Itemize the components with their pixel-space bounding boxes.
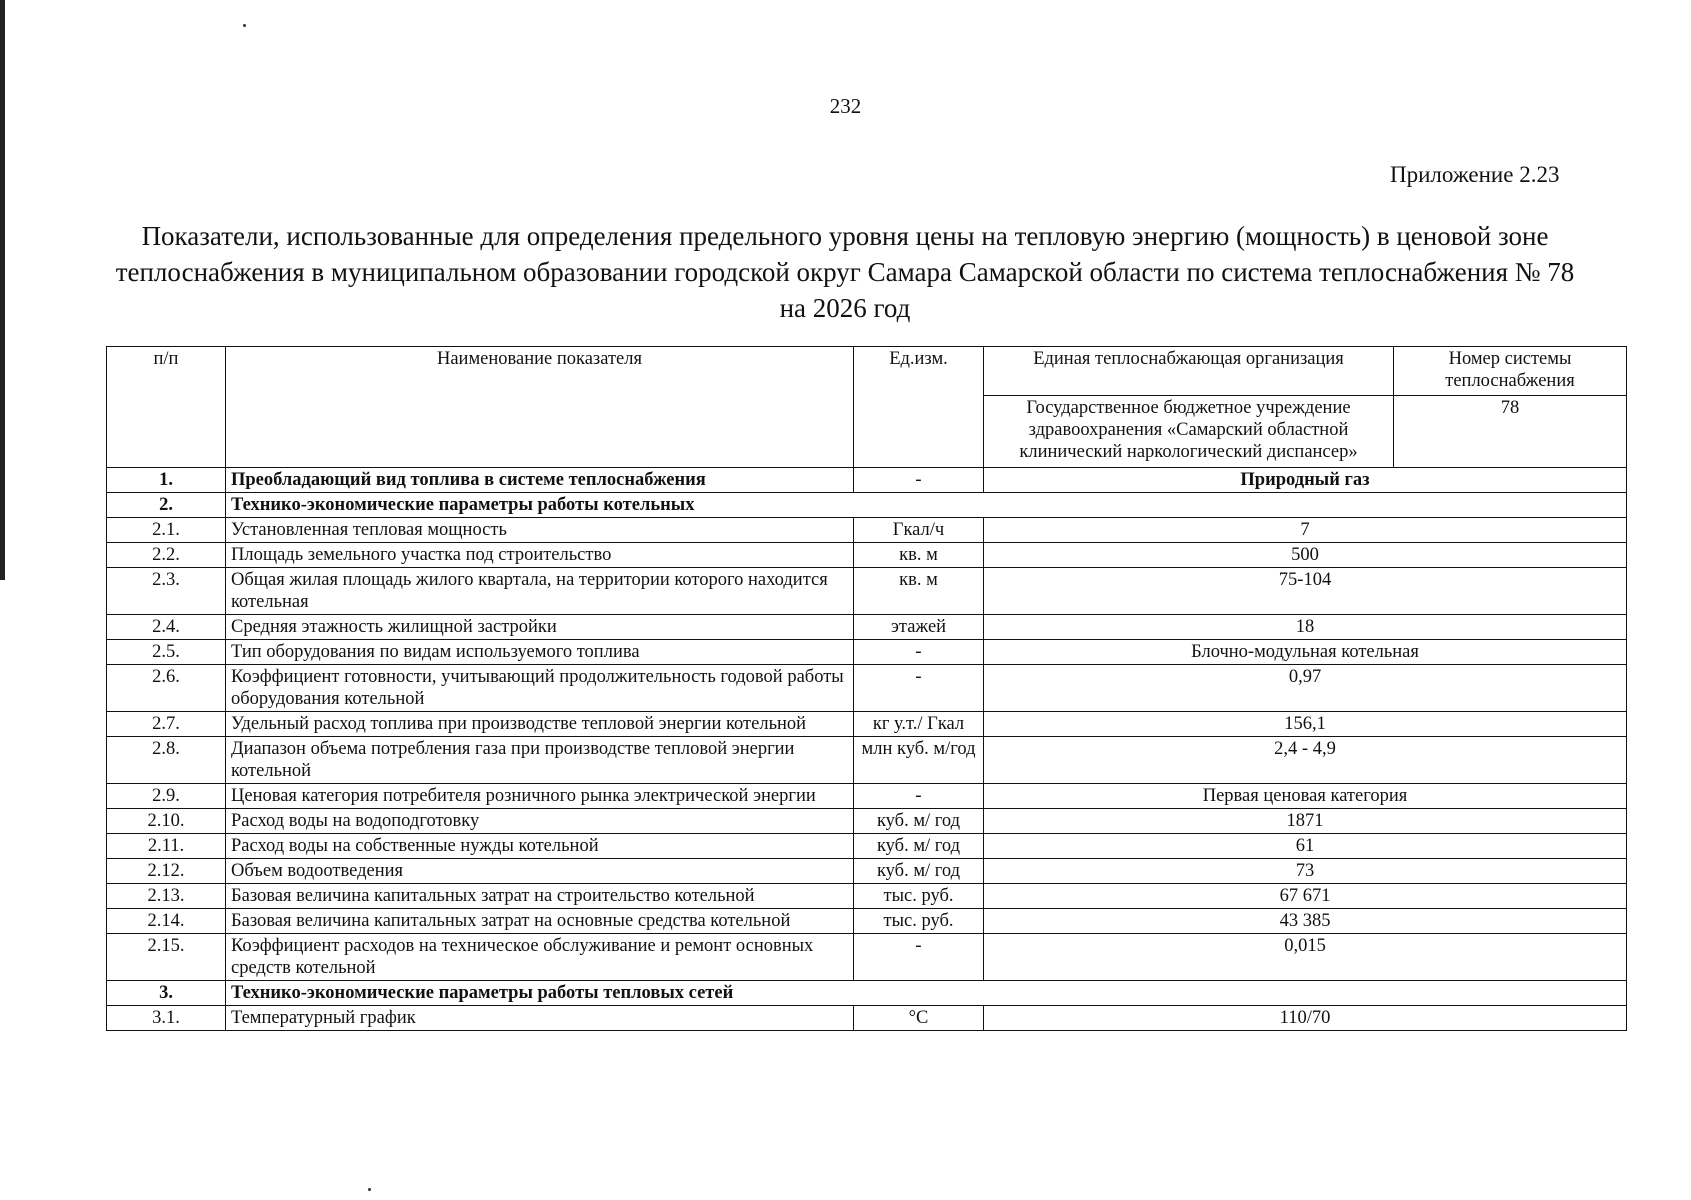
indicators-table bbox=[106, 346, 1627, 1031]
unit-cell: кв. м bbox=[854, 568, 984, 615]
row-number-cell: 2. bbox=[107, 493, 226, 518]
row-number-cell: 2.9. bbox=[107, 784, 226, 809]
indicator-name-cell: Площадь земельного участка под строительство bbox=[226, 543, 854, 568]
indicator-name-cell: Температурный график bbox=[226, 1006, 854, 1031]
row-number-cell: 2.10. bbox=[107, 809, 226, 834]
indicator-name-cell: Преобладающий вид топлива в системе теплоснабжения bbox=[226, 468, 854, 493]
header-num: п/п bbox=[107, 347, 226, 468]
table-row bbox=[107, 784, 1627, 809]
table-row bbox=[107, 809, 1627, 834]
document-title: Показатели, использованные для определения предельного уровня цены на тепловую энергию (мощность) в ценовой зоне теплоснабжения в муниципальном образовании городской округ Самара Самарской области по система теплоснабжения № 78 на 2026 год bbox=[115, 221, 1575, 323]
header-name: Наименование показателя bbox=[226, 347, 854, 468]
row-number-cell: 2.3. bbox=[107, 568, 226, 615]
scan-speck bbox=[243, 24, 246, 27]
indicator-name-cell: Средняя этажность жилищной застройки bbox=[226, 615, 854, 640]
value-cell: 2,4 - 4,9 bbox=[984, 737, 1627, 784]
header-unit: Ед.изм. bbox=[854, 347, 984, 468]
value-cell: Блочно-модульная котельная bbox=[984, 640, 1627, 665]
table-row bbox=[107, 909, 1627, 934]
unit-cell: кв. м bbox=[854, 543, 984, 568]
table-row bbox=[107, 543, 1627, 568]
unit-cell: - bbox=[854, 468, 984, 493]
value-cell: 75-104 bbox=[984, 568, 1627, 615]
table-row bbox=[107, 665, 1627, 712]
scan-speck bbox=[368, 1188, 371, 1191]
row-number-cell: 3.1. bbox=[107, 1006, 226, 1031]
table-row bbox=[107, 737, 1627, 784]
value-cell: 110/70 bbox=[984, 1006, 1627, 1031]
table-row bbox=[107, 568, 1627, 615]
indicator-name-cell: Общая жилая площадь жилого квартала, на территории которого находится котельная bbox=[226, 568, 854, 615]
table-row bbox=[107, 934, 1627, 981]
value-cell: 0,97 bbox=[984, 665, 1627, 712]
indicator-name-cell: Базовая величина капитальных затрат на строительство котельной bbox=[226, 884, 854, 909]
system-number-cell: 78 bbox=[1394, 396, 1627, 468]
table-row bbox=[107, 493, 1627, 518]
unit-cell: тыс. руб. bbox=[854, 909, 984, 934]
row-number-cell: 2.11. bbox=[107, 834, 226, 859]
row-number-cell: 1. bbox=[107, 468, 226, 493]
appendix-label: Приложение 2.23 bbox=[1390, 162, 1560, 187]
unit-cell: этажей bbox=[854, 615, 984, 640]
unit-cell: - bbox=[854, 640, 984, 665]
table-row bbox=[107, 1006, 1627, 1031]
table-row bbox=[107, 834, 1627, 859]
indicator-name-cell: Коэффициент готовности, учитывающий продолжительность годовой работы оборудования котельной bbox=[226, 665, 854, 712]
table-row bbox=[107, 468, 1627, 493]
header-system: Номер системы теплоснабжения bbox=[1394, 347, 1627, 396]
section-title-cell: Технико-экономические параметры работы тепловых сетей bbox=[226, 981, 1627, 1006]
row-number-cell: 2.6. bbox=[107, 665, 226, 712]
unit-cell: тыс. руб. bbox=[854, 884, 984, 909]
table-body bbox=[107, 347, 1627, 1031]
value-cell: 7 bbox=[984, 518, 1627, 543]
scan-edge-mark bbox=[0, 0, 5, 580]
unit-cell: кг у.т./ Гкал bbox=[854, 712, 984, 737]
unit-cell: °С bbox=[854, 1006, 984, 1031]
unit-cell: Гкал/ч bbox=[854, 518, 984, 543]
value-cell: 73 bbox=[984, 859, 1627, 884]
indicator-name-cell: Расход воды на водоподготовку bbox=[226, 809, 854, 834]
value-cell: 500 bbox=[984, 543, 1627, 568]
row-number-cell: 2.15. bbox=[107, 934, 226, 981]
row-number-cell: 2.14. bbox=[107, 909, 226, 934]
indicator-name-cell: Базовая величина капитальных затрат на основные средства котельной bbox=[226, 909, 854, 934]
row-number-cell: 3. bbox=[107, 981, 226, 1006]
unit-cell: - bbox=[854, 934, 984, 981]
table-row bbox=[107, 884, 1627, 909]
row-number-cell: 2.2. bbox=[107, 543, 226, 568]
indicator-name-cell: Ценовая категория потребителя розничного рынка электрической энергии bbox=[226, 784, 854, 809]
value-cell: 43 385 bbox=[984, 909, 1627, 934]
indicator-name-cell: Объем водоотведения bbox=[226, 859, 854, 884]
value-cell: Первая ценовая категория bbox=[984, 784, 1627, 809]
unit-cell: - bbox=[854, 784, 984, 809]
value-cell: 156,1 bbox=[984, 712, 1627, 737]
unit-cell: куб. м/ год bbox=[854, 809, 984, 834]
unit-cell: млн куб. м/год bbox=[854, 737, 984, 784]
indicator-name-cell: Удельный расход топлива при производстве тепловой энергии котельной bbox=[226, 712, 854, 737]
indicator-name-cell: Тип оборудования по видам используемого топлива bbox=[226, 640, 854, 665]
indicator-name-cell: Расход воды на собственные нужды котельной bbox=[226, 834, 854, 859]
value-cell: 67 671 bbox=[984, 884, 1627, 909]
row-number-cell: 2.12. bbox=[107, 859, 226, 884]
unit-cell: куб. м/ год bbox=[854, 834, 984, 859]
table-row bbox=[107, 981, 1627, 1006]
table-row bbox=[107, 640, 1627, 665]
row-number-cell: 2.7. bbox=[107, 712, 226, 737]
section-title-cell: Технико-экономические параметры работы котельных bbox=[226, 493, 1627, 518]
value-cell: 0,015 bbox=[984, 934, 1627, 981]
table-row bbox=[107, 712, 1627, 737]
indicator-name-cell: Диапазон объема потребления газа при производстве тепловой энергии котельной bbox=[226, 737, 854, 784]
header-org: Единая теплоснабжающая организация bbox=[984, 347, 1394, 396]
table-row bbox=[107, 615, 1627, 640]
page-number: 232 bbox=[829, 94, 862, 118]
row-number-cell: 2.5. bbox=[107, 640, 226, 665]
row-number-cell: 2.8. bbox=[107, 737, 226, 784]
unit-cell: - bbox=[854, 665, 984, 712]
table-row bbox=[107, 859, 1627, 884]
table-header-row bbox=[107, 347, 1627, 396]
value-cell: Природный газ bbox=[984, 468, 1627, 493]
org-name-cell: Государственное бюджетное учреждение здравоохранения «Самарский областной клинический наркологический диспансер» bbox=[984, 396, 1394, 468]
indicator-name-cell: Коэффициент расходов на техническое обслуживание и ремонт основных средств котельной bbox=[226, 934, 854, 981]
value-cell: 1871 bbox=[984, 809, 1627, 834]
value-cell: 61 bbox=[984, 834, 1627, 859]
value-cell: 18 bbox=[984, 615, 1627, 640]
row-number-cell: 2.1. bbox=[107, 518, 226, 543]
table-row bbox=[107, 518, 1627, 543]
row-number-cell: 2.13. bbox=[107, 884, 226, 909]
indicator-name-cell: Установленная тепловая мощность bbox=[226, 518, 854, 543]
row-number-cell: 2.4. bbox=[107, 615, 226, 640]
unit-cell: куб. м/ год bbox=[854, 859, 984, 884]
